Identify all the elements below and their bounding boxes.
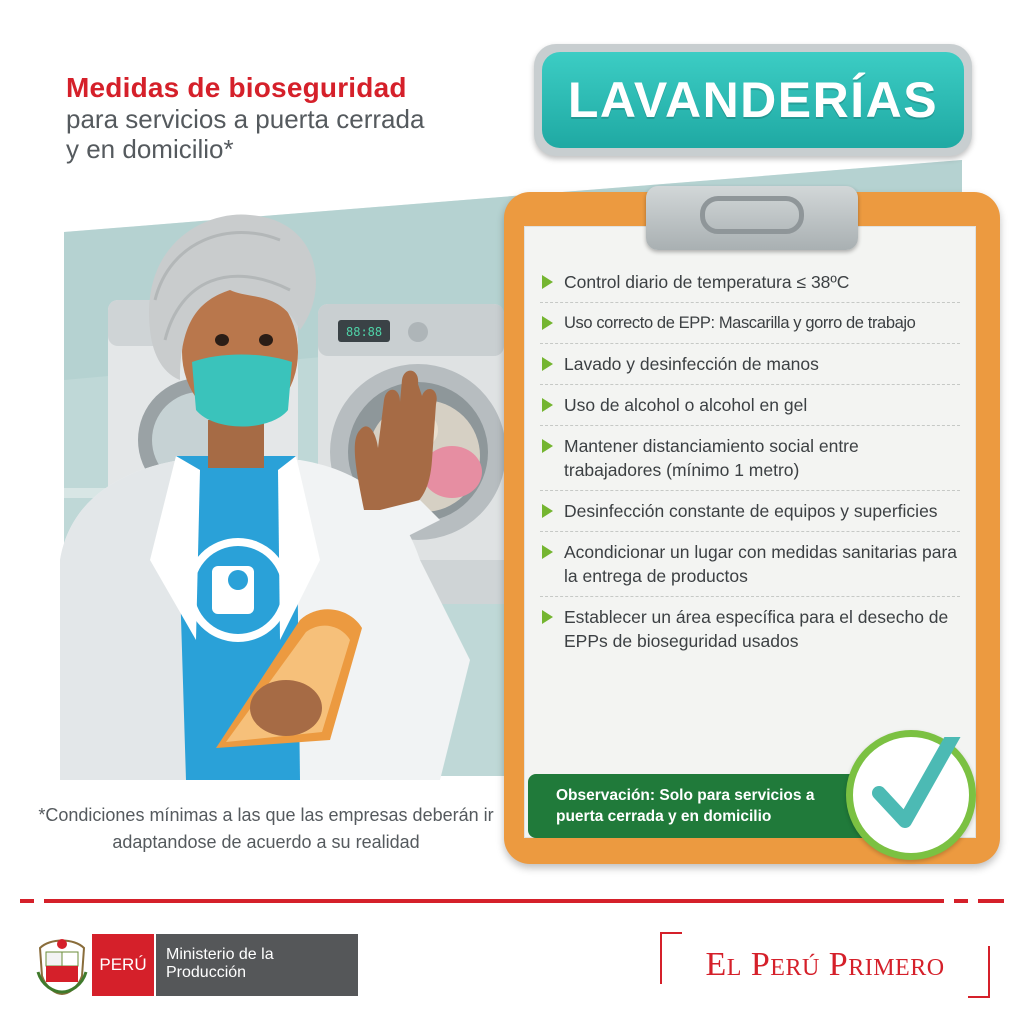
list-item: Establecer un área específica para el desecho de EPPs de bioseguridad usados	[540, 597, 960, 661]
observation-text: Observación: Solo para servicios a puerta cerrada y en domicilio	[556, 787, 815, 825]
ministry-name: Ministerio de la Producción	[156, 934, 358, 996]
bullet-arrow-icon	[542, 504, 553, 518]
list-item: Uso correcto de EPP: Mascarilla y gorro de trabajo	[540, 303, 960, 344]
category-badge	[534, 44, 972, 156]
footnote: *Condiciones mínimas a las que las empresas deberán ir adaptandose de acuerdo a su realidad	[38, 805, 494, 852]
check-badge	[846, 730, 976, 860]
check-icon	[853, 737, 969, 853]
bullet-arrow-icon	[542, 610, 553, 624]
svg-text:88:88: 88:88	[346, 325, 383, 339]
measures-list	[540, 262, 960, 661]
footer-divider	[20, 898, 1004, 904]
category-label: LAVANDERÍAS	[567, 72, 939, 128]
bullet-arrow-icon	[542, 545, 553, 559]
bullet-arrow-icon	[542, 439, 553, 453]
bullet-arrow-icon	[542, 316, 553, 330]
peru-label: PERÚ	[92, 934, 154, 996]
page-subtitle-line2: y en domicilio*	[66, 134, 234, 164]
list-item: Mantener distanciamiento social entre trabajadores (mínimo 1 metro)	[540, 426, 960, 491]
page-subtitle-line1: para servicios a puerta cerrada	[66, 104, 425, 134]
list-item: Uso de alcohol o alcohol en gel	[540, 385, 960, 426]
bullet-arrow-icon	[542, 398, 553, 412]
list-item: Acondicionar un lugar con medidas sanitarias para la entrega de productos	[540, 532, 960, 597]
page-title: Medidas de bioseguridad	[66, 72, 407, 103]
coat-of-arms-icon	[34, 936, 90, 996]
bullet-arrow-icon	[542, 275, 553, 289]
list-item: Lavado y desinfección de manos	[540, 344, 960, 385]
slogan-text: El Perú Primero	[705, 946, 945, 983]
list-item: Control diario de temperatura ≤ 38ºC	[540, 262, 960, 303]
heading	[66, 72, 536, 164]
list-item: Desinfección constante de equipos y superficies	[540, 491, 960, 532]
clip-hole	[700, 196, 804, 234]
bullet-arrow-icon	[542, 357, 553, 371]
slogan-logo	[660, 932, 990, 998]
